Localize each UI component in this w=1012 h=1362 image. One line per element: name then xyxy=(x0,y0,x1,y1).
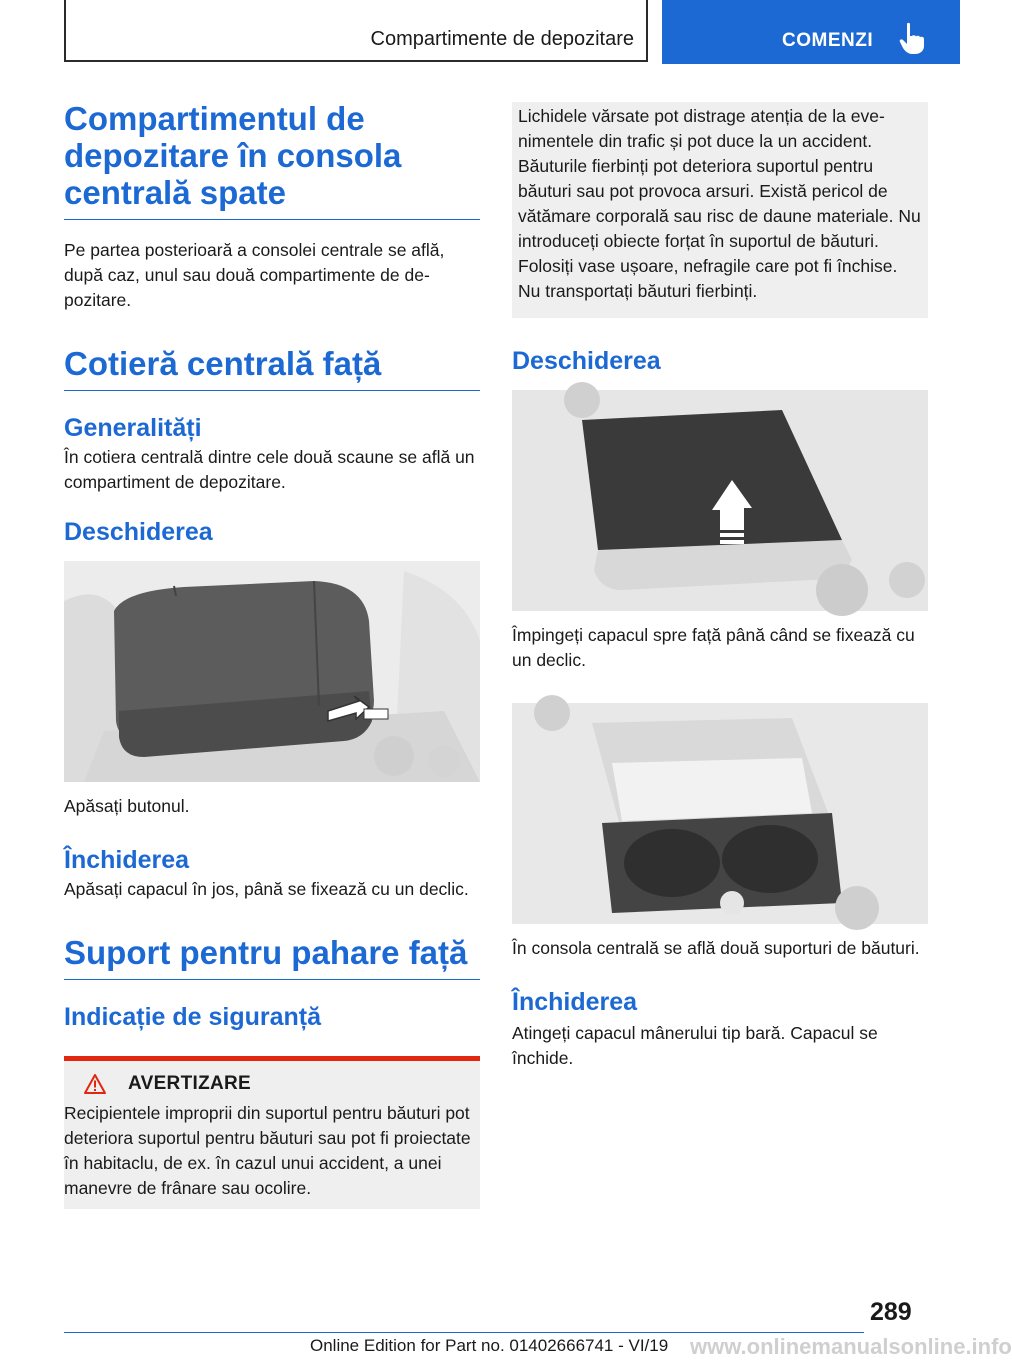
heading-open-cupholder: Deschiderea xyxy=(512,347,661,375)
heading-rear-console-storage: Compartimentul de depozitare în consola centrală spate xyxy=(64,100,480,220)
heading-general: Generalități xyxy=(64,414,202,442)
armrest-photo xyxy=(64,561,480,782)
heading-front-armrest: Cotieră centrală față xyxy=(64,345,480,391)
heading-open-armrest: Deschiderea xyxy=(64,518,213,546)
paragraph-close-cupholder: Atingeți capacul mânerului tip bară. Capacul se închide. xyxy=(512,1023,878,1068)
warning-text: Recipientele improprii din suportul pentru băuturi pot deteriora suportul pentru băuturi sau pot fi proiectate în habitaclu, de ex. în cazul unui accident, a unei manevre de frânare sau ocolire. xyxy=(64,1103,471,1198)
heading-safety: Indicație de siguranță xyxy=(64,1003,322,1031)
header-section-title: Compartimente de depozitare xyxy=(370,28,634,50)
caption-press-button: Apăsați butonul. xyxy=(64,796,190,816)
tab-comenzi-label: COMENZI xyxy=(782,30,874,51)
warning-title: AVERTIZARE xyxy=(128,1073,251,1094)
warning-continuation-text: Lichidele vărsate pot distrage atenția de la evenimentele din trafic și pot duce la un accident. Băuturile fierbinți pot deteriora suportul pentru băuturi sau pot provoca arsuri. Există pericol de vătămare corporală sau risc de daune materiale. Nu introduceți obiecte forțat în suportul de băuturi. Folosiți vase ușoare, nefragile care pot fi închise. Nu transportați băuturi fierbinți. xyxy=(518,106,921,301)
warning-triangle-icon xyxy=(84,1074,106,1094)
heading-close-cupholder: Închiderea xyxy=(512,988,638,1016)
footer-divider xyxy=(64,1332,864,1333)
paragraph-close-armrest: Apăsați capacul în jos, până se fixează cu un declic. xyxy=(64,879,469,899)
caption-push-cover: Împingeți capacul spre față până când se fixează cu un declic. xyxy=(512,625,915,670)
right-column xyxy=(512,102,928,1071)
paragraph-general: În cotiera centrală dintre cele două scaune se află un compartiment de depozitare. xyxy=(64,447,475,492)
footer-edition: Online Edition for Part no. 01402666741 - VI/19 xyxy=(310,1336,669,1355)
paragraph-rear-console: Pe partea posterioară a consolei centrale se află, după caz, unul sau două compartimente de depozitare. xyxy=(64,240,445,310)
left-column xyxy=(64,100,480,1209)
cupholder-cover-photo xyxy=(512,390,928,611)
warning-box xyxy=(64,1056,480,1209)
heading-close-armrest: Închiderea xyxy=(64,846,190,874)
page-number: 289 xyxy=(870,1298,912,1326)
caption-two-cupholders: În consola centrală se află două suporturi de băuturi. xyxy=(512,938,920,958)
tab-comenzi[interactable] xyxy=(662,0,960,64)
warning-header xyxy=(64,1073,474,1095)
footer-watermark: www.onlinemanualsonline.info xyxy=(690,1334,1012,1359)
header-section-box xyxy=(64,0,648,62)
heading-cupholder: Suport pentru pahare față xyxy=(64,934,480,980)
cupholders-photo xyxy=(512,703,928,924)
pointing-hand-icon xyxy=(898,22,926,56)
warning-continuation-box xyxy=(512,102,928,318)
